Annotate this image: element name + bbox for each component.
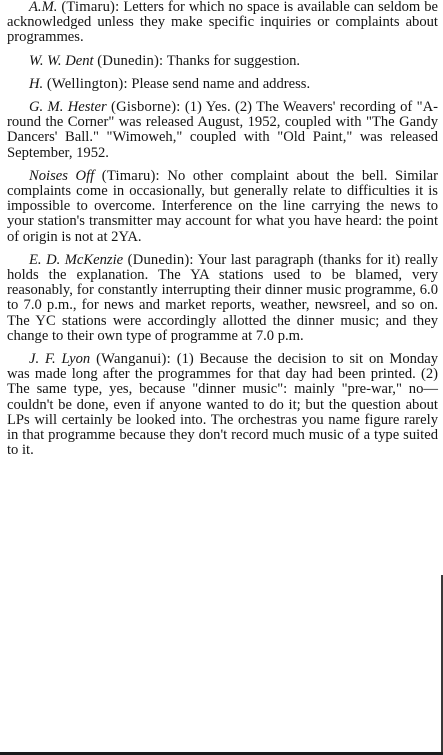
correspondent-name: E. D. McKenzie xyxy=(29,251,124,268)
letter-reply xyxy=(7,253,438,344)
letter-reply xyxy=(7,169,438,245)
correspondent-name: J. F. Lyon xyxy=(29,351,91,368)
correspondent-place: (Dunedin): xyxy=(97,52,164,69)
correspondent-place: (Timaru): xyxy=(61,0,120,15)
letter-reply xyxy=(7,100,438,161)
reply-text: No other complaint about the bell. Similar complaints come in occasionally, but generally relate to difficulties it is impossible to overcome. Interference on the line carrying the news to your station's transmitter may account for what you have heard: the point of origin is not at 2YA. xyxy=(7,167,438,245)
reply-text: Thanks for suggestion. xyxy=(166,52,301,69)
letter-reply xyxy=(7,352,438,458)
correspondent-place: (Timaru): xyxy=(101,167,160,184)
reply-text: (1) Yes. (2) The Weavers' recording of "A-round the Corner" was released August, 1952, coupled with "The Gandy Dancers' Ball." "Wimoweh," coupled with "Old Paint," was released September, 1952. xyxy=(7,99,438,161)
correspondent-place: (Wanganui): xyxy=(96,351,171,368)
correspondent-name: W. W. Dent xyxy=(29,52,94,69)
reply-text: Please send name and address. xyxy=(131,75,311,92)
correspondent-name: A.M. xyxy=(29,0,58,15)
letter-reply xyxy=(7,77,438,92)
reply-text: (1) Because the decision to sit on Monday was made long after the programmes for that day had been printed. (2) The same type, yes, because "dinner music": mainly "pre-war," no—couldn't be done, even if anyone wanted to do it; but the question about LPs will certainly be looked into. The orchestras you name figure rarely in that programme because they don't record much music of a type suited to it. xyxy=(7,351,439,459)
correspondent-name: Noises Off xyxy=(29,167,95,184)
correspondent-place: (Gisborne): xyxy=(111,99,181,116)
letter-reply xyxy=(7,54,438,69)
letter-reply xyxy=(7,0,438,46)
correspondent-name: G. M. Hester xyxy=(29,99,107,116)
reply-text: Letters for which no space is available can seldom be acknowledged unless they make specific inquiries or complaints about programmes. xyxy=(7,0,438,46)
reply-text: Your last paragraph (thanks for it) really holds the explanation. The YA stations used to be blamed, very reasonably, for constantly interrupting their dinner music programme, 6.0 to 7.0 p.m., for news and market reports, weather, newsreel, and so on. The YC stations were accordingly allotted the dinner music; and they change to their own type of programme at 7.0 p.m. xyxy=(7,251,438,344)
correspondent-place: (Wellington): xyxy=(46,75,128,92)
correspondent-place: (Dunedin): xyxy=(127,251,194,268)
correspondent-name: H. xyxy=(29,75,44,92)
